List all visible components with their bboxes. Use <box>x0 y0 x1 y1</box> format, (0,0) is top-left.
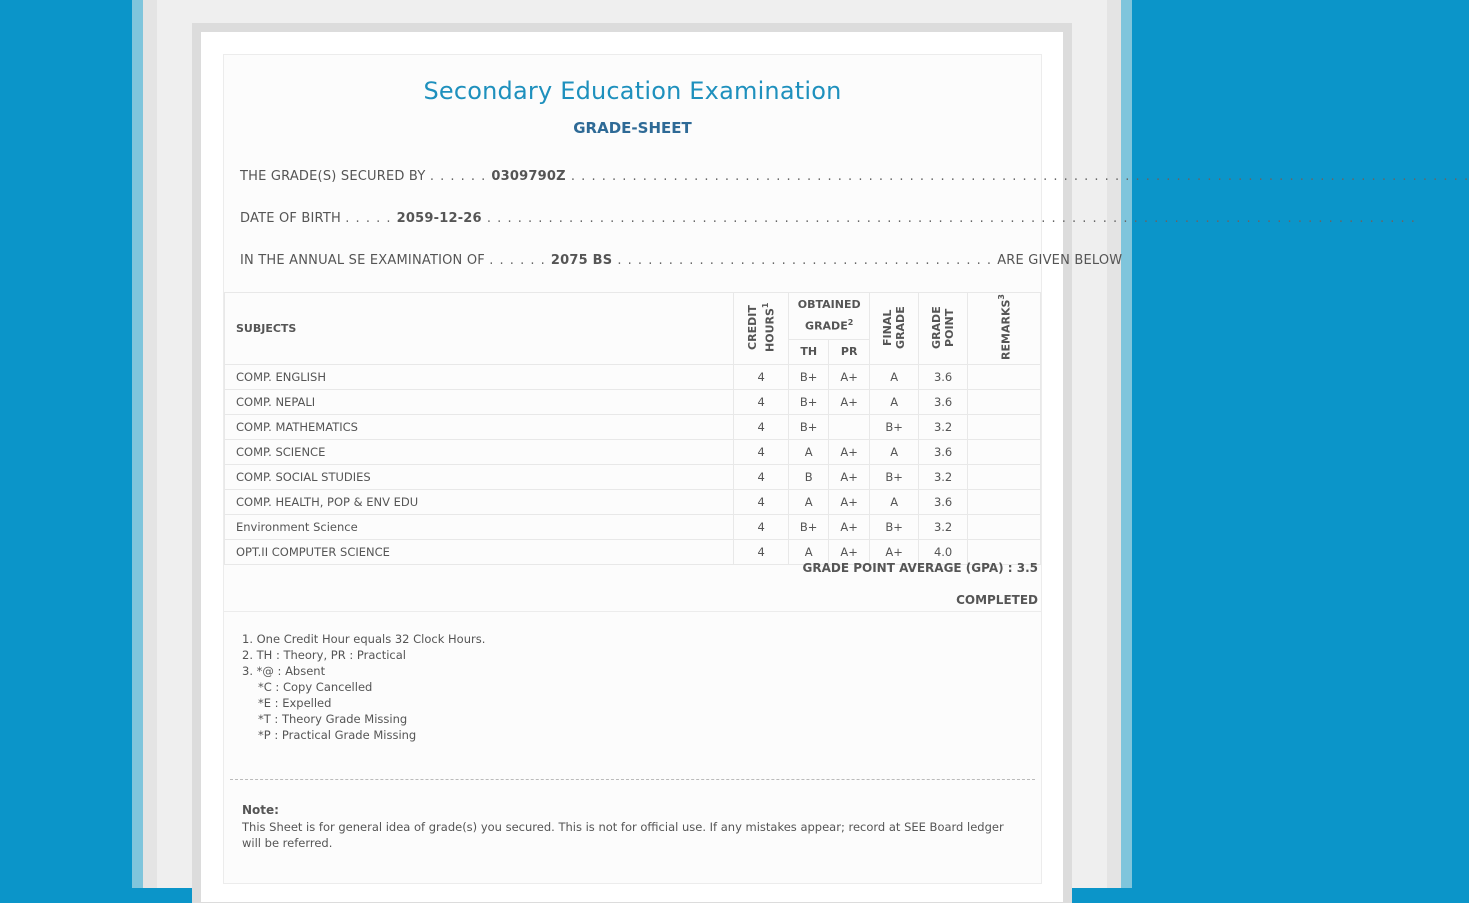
dob-value: 2059-12-26 <box>396 211 482 226</box>
cell-th: B+ <box>789 514 829 539</box>
footnote-item: 1. One Credit Hour equals 32 Clock Hours. <box>242 632 486 646</box>
cell-final: A <box>870 489 919 514</box>
cell-pr: A+ <box>829 514 870 539</box>
header-credit-hours: CREDIT HOURS$^1$ <box>734 293 789 365</box>
cell-pr <box>829 414 870 439</box>
footnote-code: *E : Expelled <box>258 696 332 710</box>
cell-credit: 4 <box>734 514 789 539</box>
cell-th: B+ <box>789 389 829 414</box>
cell-gp: 3.2 <box>919 514 968 539</box>
cell-credit: 4 <box>734 489 789 514</box>
cell-subject: OPT.II COMPUTER SCIENCE <box>225 539 734 564</box>
cell-gp: 3.6 <box>919 489 968 514</box>
cell-remarks <box>968 464 1041 489</box>
cell-subject: COMP. SCIENCE <box>225 439 734 464</box>
footnote-code: *C : Copy Cancelled <box>258 680 373 694</box>
cell-pr: A+ <box>829 489 870 514</box>
left-border-stripe <box>132 0 143 888</box>
header-grade-point: GRADE POINT <box>919 293 968 365</box>
cell-credit: 4 <box>734 414 789 439</box>
cell-pr: A+ <box>829 464 870 489</box>
page-title: Secondary Education Examination <box>423 77 842 105</box>
footnotes <box>242 631 485 743</box>
cell-subject: COMP. MATHEMATICS <box>225 414 734 439</box>
dob-line: DATE OF BIRTH . . . . . 2059-12-26 . . . . . . . . . . . . . . . . . . . . . . . . . . . . . . . . . . . . . . . . . . . . . . . . . . . . . . . . . . . . . . . . . . . . . . . . . . . . . . . . . . . . . . . . . . . <box>240 211 1416 226</box>
header-remarks: REMARKS$^3$ <box>968 293 1041 365</box>
right-border-stripe <box>1121 0 1132 888</box>
cell-final: A <box>870 389 919 414</box>
footnote-code: *P : Practical Grade Missing <box>258 728 417 742</box>
cell-credit: 4 <box>734 389 789 414</box>
cell-subject: COMP. SOCIAL STUDIES <box>225 464 734 489</box>
cell-remarks <box>968 389 1041 414</box>
table-row <box>225 364 1041 389</box>
footnote-item: 2. TH : Theory, PR : Practical <box>242 648 406 662</box>
gpa-value: GRADE POINT AVERAGE (GPA) : 3.5 <box>802 561 1038 575</box>
cell-final: B+ <box>870 464 919 489</box>
table-row <box>225 414 1041 439</box>
table-row <box>225 464 1041 489</box>
secured-by-line: THE GRADE(S) SECURED BY . . . . . . 0309790Z . . . . . . . . . . . . . . . . . . . . . . . . . . . . . . . . . . . . . . . . . . . . . . . . . . . . . . . . . . . . . . . . . . . . . . . . . . . . . . . . . . . . . . . . <box>240 169 1469 184</box>
grade-sheet <box>223 54 1469 884</box>
header-final-grade: FINAL GRADE <box>870 293 919 365</box>
exam-year: 2075 BS <box>550 253 613 268</box>
cell-subject: Environment Science <box>225 514 734 539</box>
exam-suffix: ARE GIVEN BELOW <box>997 253 1123 268</box>
secured-by-label: THE GRADE(S) SECURED BY <box>240 169 426 184</box>
cell-subject: COMP. ENGLISH <box>225 364 734 389</box>
right-gutter <box>1107 0 1121 888</box>
cell-remarks <box>968 414 1041 439</box>
cell-remarks <box>968 364 1041 389</box>
cell-final: A+ <box>870 539 919 564</box>
page-subtitle: GRADE-SHEET <box>573 119 692 137</box>
cell-th: B <box>789 464 829 489</box>
dashed-divider <box>230 779 1035 780</box>
cell-credit: 4 <box>734 539 789 564</box>
cell-remarks <box>968 489 1041 514</box>
cell-pr: A+ <box>829 439 870 464</box>
cell-th: A <box>789 489 829 514</box>
cell-final: A <box>870 439 919 464</box>
cell-final: B+ <box>870 414 919 439</box>
exam-line: IN THE ANNUAL SE EXAMINATION OF . . . . . . 2075 BS . . . . . . . . . . . . . . . . . . . . . . . . . . . . . . . . . . . . . ARE GIVEN BELOW <box>240 253 1123 268</box>
header-th: TH <box>789 339 829 364</box>
cell-credit: 4 <box>734 439 789 464</box>
cell-final: A <box>870 364 919 389</box>
status-badge: COMPLETED <box>956 593 1038 607</box>
cell-th: B+ <box>789 414 829 439</box>
table-row <box>225 489 1041 514</box>
cell-gp: 3.6 <box>919 439 968 464</box>
cell-credit: 4 <box>734 364 789 389</box>
exam-label: IN THE ANNUAL SE EXAMINATION OF <box>240 253 485 268</box>
cell-gp: 3.2 <box>919 414 968 439</box>
left-gutter <box>143 0 157 888</box>
cell-gp: 4.0 <box>919 539 968 564</box>
divider <box>224 611 1041 612</box>
cell-gp: 3.2 <box>919 464 968 489</box>
cell-th: A <box>789 539 829 564</box>
table-row <box>225 389 1041 414</box>
cell-final: B+ <box>870 514 919 539</box>
grades-table <box>224 292 1041 565</box>
cell-remarks <box>968 439 1041 464</box>
cell-th: A <box>789 439 829 464</box>
header-subjects: SUBJECTS <box>225 293 734 365</box>
cell-subject: COMP. HEALTH, POP & ENV EDU <box>225 489 734 514</box>
cell-subject: COMP. NEPALI <box>225 389 734 414</box>
note-body: This Sheet is for general idea of grade(s) you secured. This is not for official use. If any mistakes appear; record at SEE Board ledger will be referred. <box>242 820 1004 850</box>
table-row <box>225 439 1041 464</box>
footnote-item: 3. *@ : Absent <box>242 664 326 678</box>
cell-gp: 3.6 <box>919 364 968 389</box>
cell-remarks <box>968 514 1041 539</box>
cell-gp: 3.6 <box>919 389 968 414</box>
table-row <box>225 514 1041 539</box>
cell-pr: A+ <box>829 389 870 414</box>
symbol-number: 0309790Z <box>491 169 566 184</box>
note-heading: Note: <box>242 803 279 817</box>
header-pr: PR <box>829 339 870 364</box>
cell-pr: A+ <box>829 539 870 564</box>
cell-th: B+ <box>789 364 829 389</box>
header-obtained-grade: OBTAINED GRADE$^2$ <box>789 293 870 340</box>
cell-credit: 4 <box>734 464 789 489</box>
dob-label: DATE OF BIRTH <box>240 211 341 226</box>
cell-pr: A+ <box>829 364 870 389</box>
footnote-code: *T : Theory Grade Missing <box>258 712 408 726</box>
